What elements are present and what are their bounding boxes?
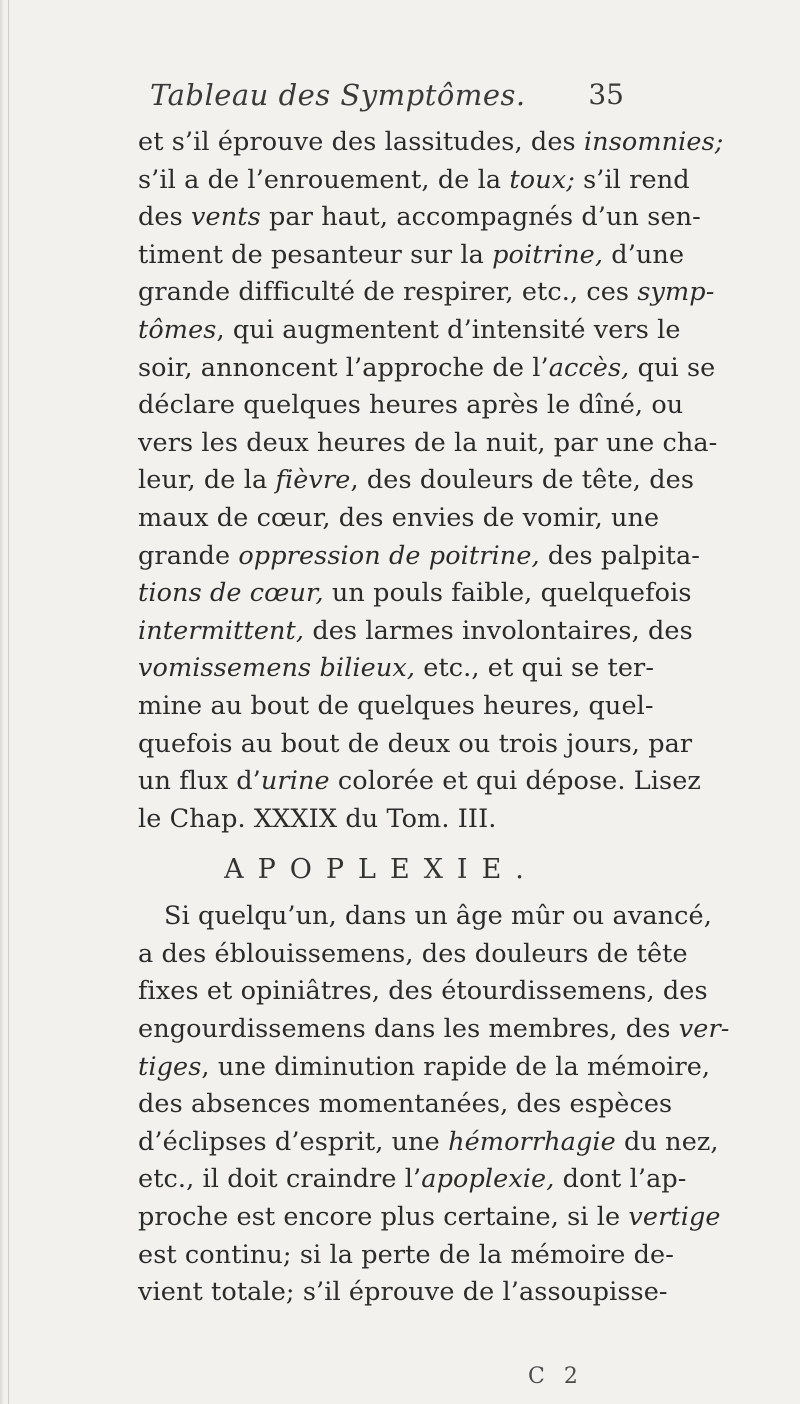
text-run: leur, de la: [138, 465, 276, 496]
text-run: proche est encore plus certaine, si le: [138, 1202, 629, 1233]
emphasized-term: tiges: [138, 1051, 202, 1082]
text-run: etc., et qui se ter-: [415, 653, 655, 684]
text-run: est continu; si la perte de la mémoire de-: [138, 1239, 674, 1270]
text-line: [138, 162, 690, 200]
text-line: [138, 500, 660, 538]
running-head: [150, 78, 624, 122]
paragraph-tableau-symptomes: [138, 124, 724, 838]
text-run: Si quelqu’un, dans un âge mûr ou avancé,: [164, 901, 712, 932]
text-run: des absences momentanées, des espèces: [138, 1089, 673, 1120]
text-run: le Chap. XXXIX du Tom. III.: [138, 803, 497, 834]
page-number: 35: [588, 78, 624, 111]
text-line: [138, 462, 695, 500]
emphasized-term: poitrine,: [492, 239, 604, 270]
text-run: a des éblouissemens, des douleurs de tête: [138, 938, 688, 969]
text-run: fixes et opiniâtres, des étourdissemens, des: [138, 976, 708, 1007]
running-title: Tableau des Symptômes.: [150, 78, 526, 112]
emphasized-term: ver-: [678, 1014, 730, 1045]
emphasized-term: vomissemens bilieux,: [138, 653, 416, 684]
text-run: soir, annoncent l’approche de l’: [138, 352, 549, 383]
text-line: [138, 1011, 730, 1049]
text-line: [138, 1161, 687, 1199]
emphasized-term: oppression de poitrine,: [238, 540, 540, 571]
section-heading-apoplexie: APOPLEXIE.: [224, 854, 538, 886]
text-line: [138, 425, 718, 463]
emphasized-term: fièvre: [275, 465, 351, 496]
text-line: [138, 1086, 673, 1124]
page-binding-edge: [0, 0, 4, 1404]
text-line: [138, 387, 684, 425]
page-binding-line: [8, 0, 9, 1404]
text-line: [138, 801, 624, 839]
text-line: [138, 350, 716, 388]
paragraph-apoplexie: [138, 898, 730, 1312]
text-run: , qui augmentent d’intensité vers le: [216, 314, 681, 345]
text-line: [138, 1124, 719, 1162]
emphasized-term: apoplexie,: [421, 1164, 555, 1195]
text-run: mine au bout de quelques heures, quel-: [138, 690, 654, 721]
text-run: un pouls faible, quelquefois: [323, 578, 692, 609]
text-line: [138, 1274, 668, 1312]
emphasized-term: symp-: [637, 277, 715, 308]
text-line: [138, 312, 681, 350]
text-run: maux de cœur, des envies de vomir, une: [138, 502, 660, 533]
text-run: et s’il éprouve des lassitudes, des: [138, 127, 584, 157]
text-run: d’une: [603, 239, 685, 270]
emphasized-term: accès,: [548, 352, 630, 383]
text-line: [138, 1199, 721, 1237]
text-run: grande difficulté de respirer, etc., ces: [138, 277, 638, 308]
text-line: [138, 688, 654, 726]
text-line: [138, 1049, 711, 1087]
text-run: déclare quelques heures après le dîné, ou: [138, 390, 684, 421]
text-line: [138, 936, 688, 974]
text-line: [138, 199, 701, 237]
text-run: engourdissemens dans les membres, des: [138, 1014, 679, 1045]
text-run: d’éclipses d’esprit, une: [138, 1126, 449, 1157]
emphasized-term: hémorrhagie: [448, 1126, 616, 1157]
text-run: dont l’ap-: [554, 1164, 687, 1195]
text-run: s’il rend: [574, 164, 690, 195]
text-line: [138, 763, 701, 801]
text-run: quefois au bout de deux ou trois jours, par: [138, 728, 693, 759]
text-line: [138, 613, 693, 651]
text-run: , une diminution rapide de la mémoire,: [201, 1051, 711, 1082]
text-run: colorée et qui dépose. Lisez: [329, 766, 701, 797]
text-run: des larmes involontaires, des: [304, 615, 693, 646]
text-run: etc., il doit craindre l’: [138, 1164, 422, 1195]
text-run: vers les deux heures de la nuit, par une cha-: [138, 427, 718, 458]
text-line: [138, 650, 655, 688]
text-run: par haut, accompagnés d’un sen-: [260, 202, 701, 233]
text-run: grande: [138, 540, 239, 571]
emphasized-term: vents: [191, 202, 261, 233]
emphasized-term: toux;: [509, 164, 575, 195]
text-line: [138, 237, 685, 275]
text-run: timent de pesanteur sur la: [138, 239, 493, 270]
emphasized-term: intermittent,: [138, 615, 305, 646]
emphasized-term: tômes: [138, 314, 217, 345]
text-line: [138, 898, 712, 936]
text-run: un flux d’: [138, 766, 261, 797]
emphasized-term: vertige: [628, 1202, 721, 1233]
text-run: des palpita-: [539, 540, 700, 571]
emphasized-term: insomnies;: [583, 127, 724, 157]
signature-mark: C 2: [528, 1364, 584, 1389]
text-line: [138, 274, 715, 312]
text-line: [138, 575, 692, 613]
text-run: vient totale; s’il éprouve de l’assoupisse-: [138, 1277, 668, 1308]
text-run: qui se: [629, 352, 716, 383]
text-line: [138, 124, 724, 162]
text-line: [138, 726, 693, 764]
text-run: du nez,: [615, 1126, 719, 1157]
text-line: [138, 538, 700, 576]
text-line: [138, 973, 708, 1011]
body-text: [138, 124, 730, 1312]
text-run: s’il a de l’enrouement, de la: [138, 164, 510, 195]
text-line: [138, 1237, 674, 1275]
emphasized-term: urine: [260, 766, 330, 797]
text-run: , des douleurs de tête, des: [350, 465, 695, 496]
emphasized-term: tions de cœur,: [138, 578, 324, 609]
text-run: des: [138, 202, 192, 233]
